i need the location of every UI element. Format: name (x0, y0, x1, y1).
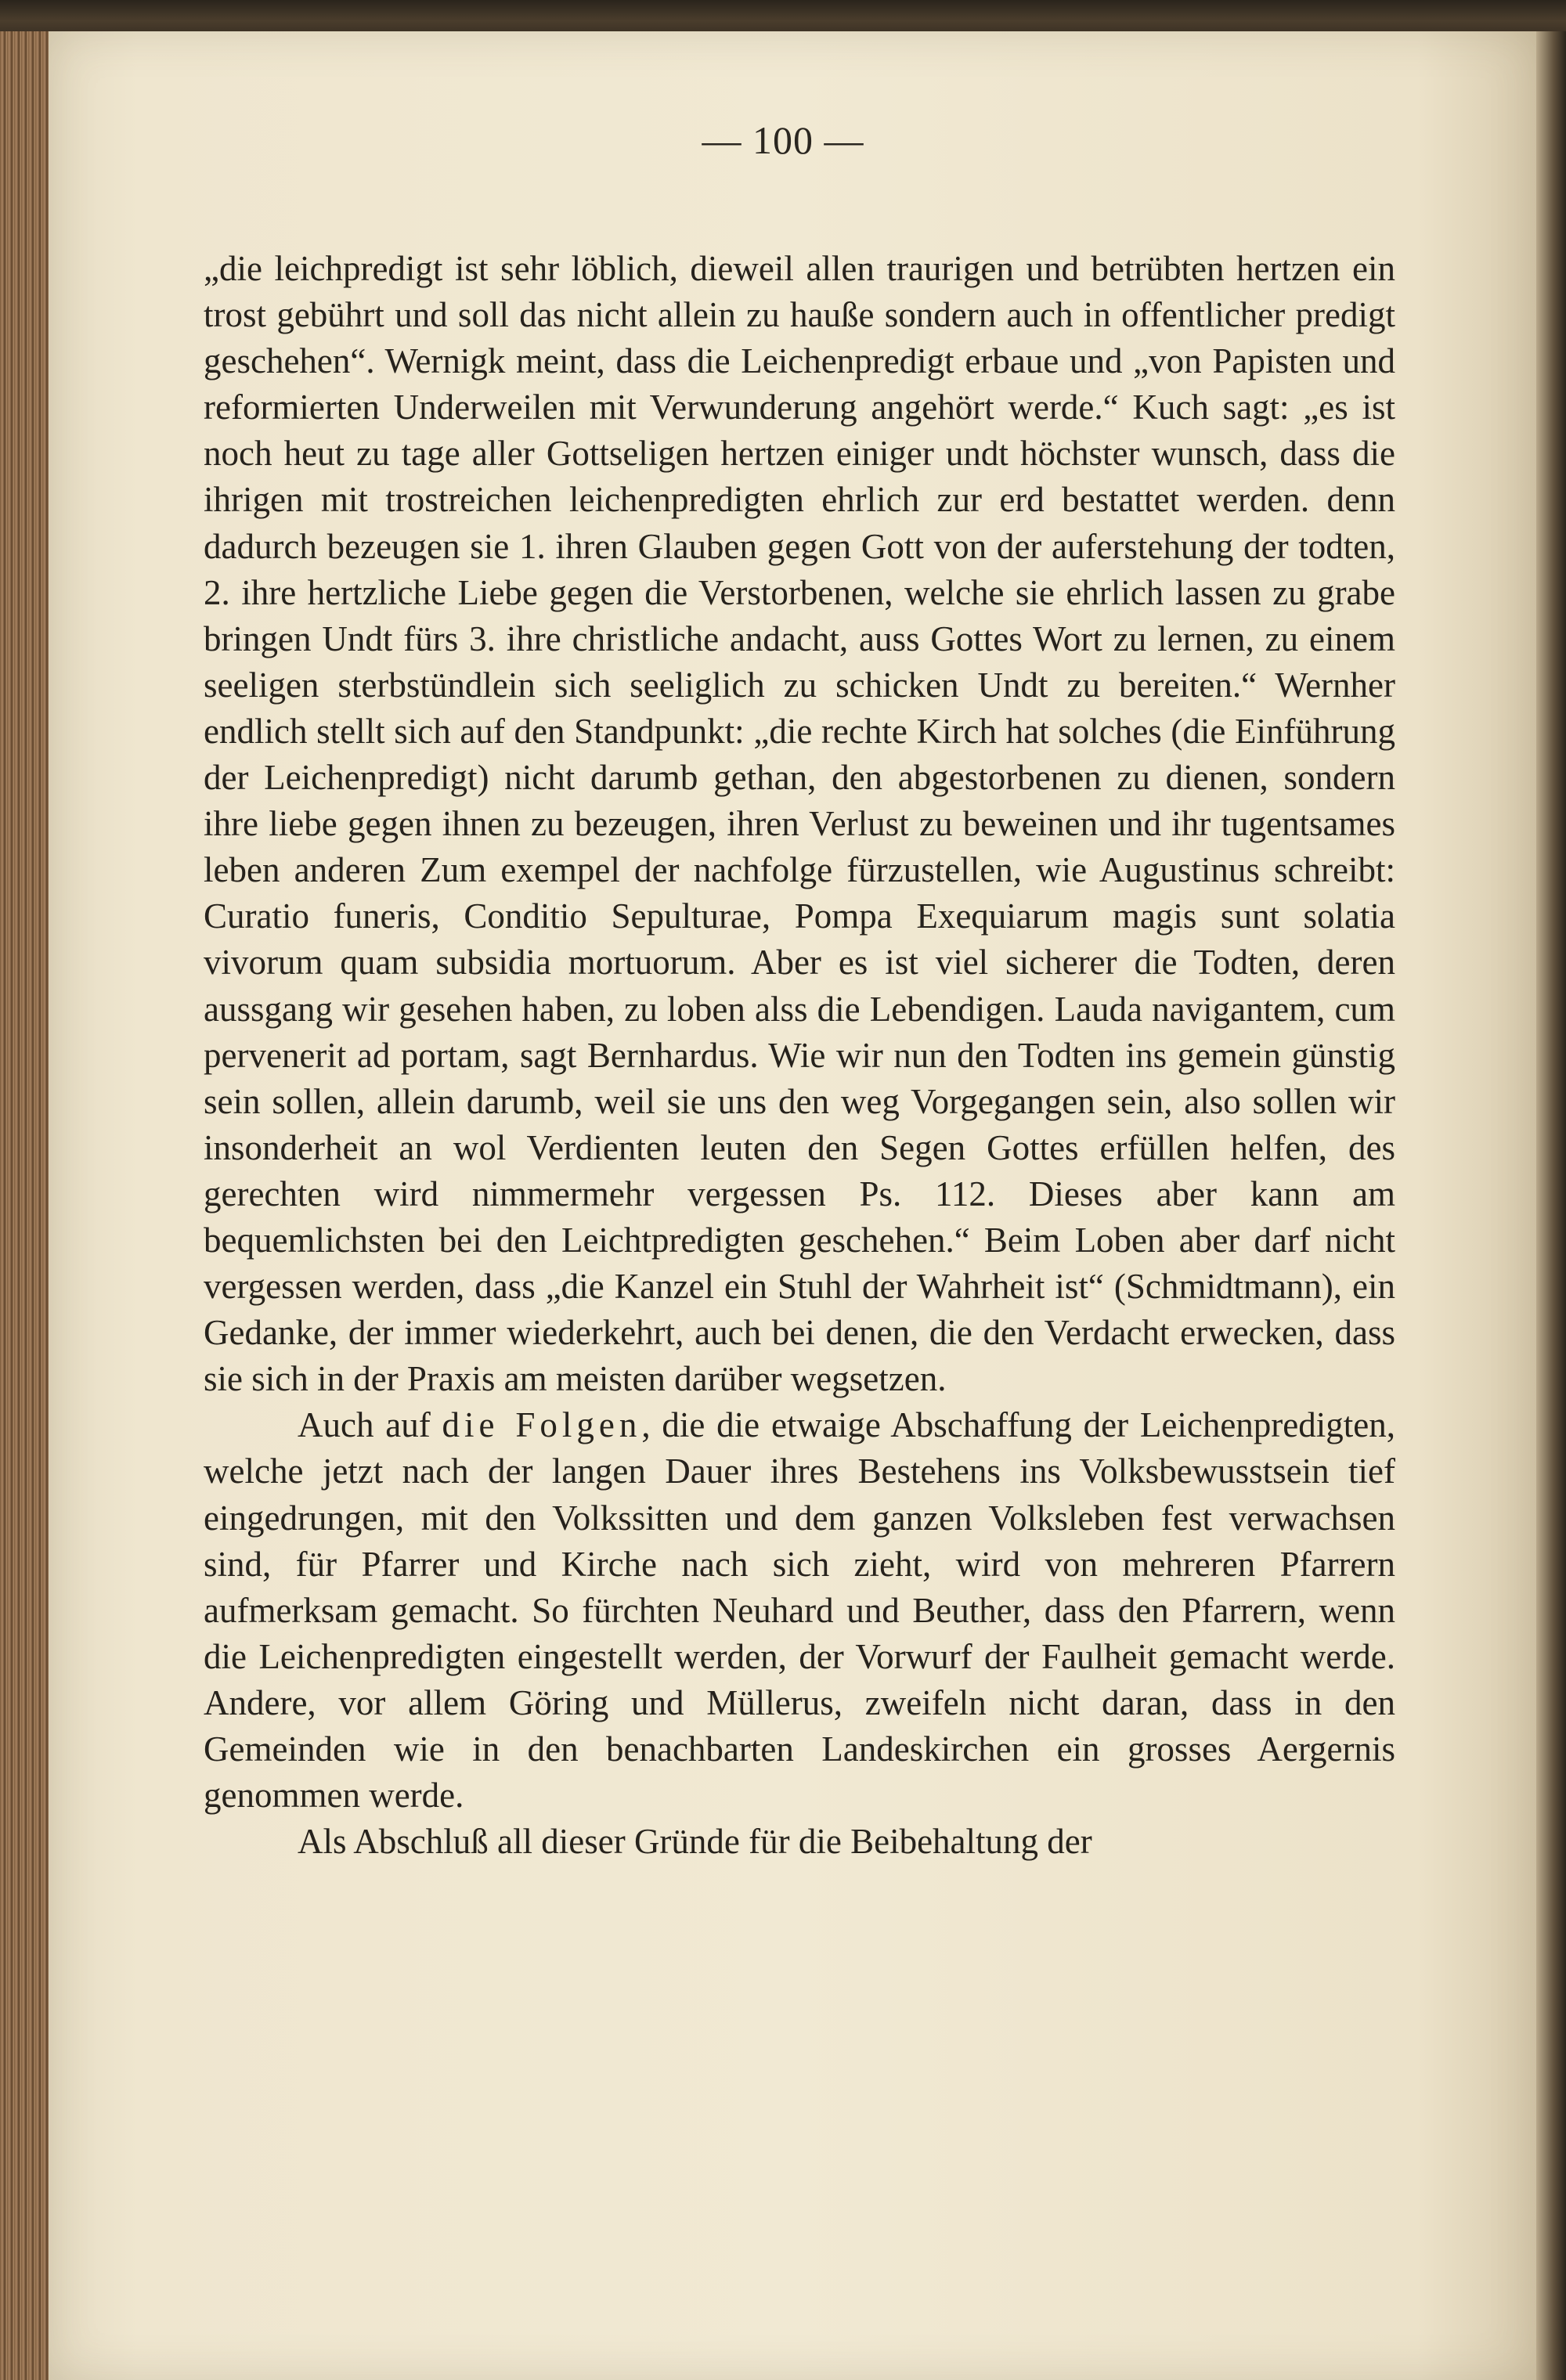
paragraph-3: Als Abschluß all dieser Gründe für die Beibehaltung der (298, 1822, 1092, 1862)
body-text (204, 246, 1395, 1865)
paragraph-1: „die leichpredigt ist sehr löblich, dieweil allen traurigen und betrübten hertzen ein trost gebührt und soll das nicht allein zu hauße sondern auch in offentlicher predigt geschehen“. Wernigk meint, dass die Leichenpredigt erbaue und „von Papisten und reformierten Underweilen mit Verwunderung angehört werde.“ Kuch sagt: „es ist noch heut zu tage aller Gottseligen hertzen einiger undt höchster wunsch, dass die ihrigen mit trostreichen leichenpredigten ehrlich zur erd bestattet werden. denn dadurch bezeugen sie 1. ihren Glauben gegen Gott von der auferstehung der todten, 2. ihre hertzliche Liebe gegen die Verstorbenen, welche sie ehrlich lassen zu grabe bringen Undt fürs 3. ihre christliche andacht, auss Gottes Wort zu lernen, zu einem seeligen sterbstündlein sich seeliglich zu schicken Undt zu bereiten.“ Wernher endlich stellt sich auf den Standpunkt: „die rechte Kirch hat solches (die Einführung der Leichenpredigt) nicht darumb gethan, den abgestorbenen zu dienen, sondern ihre liebe gegen ihnen zu bezeugen, ihren Verlust zu beweinen und ihr tugentsames leben anderen Zum exempel der nachfolge fürzustellen, wie Augustinus schreibt: Curatio funeris, Conditio Sepulturae, Pompa Exequiarum magis sunt solatia vivorum quam subsidia mortuorum. Aber es ist viel sicherer die Todten, deren aussgang wir gesehen haben, zu loben alss die Lebendigen. Lauda navigantem, cum pervenerit ad portam, sagt Bernhardus. Wie wir nun den Todten ins gemein günstig sein sollen, allein darumb, weil sie uns den weg Vorgegangen sein, also sollen wir insonderheit an wol Verdienten leuten den Segen Gottes erfüllen helfen, des gerechten wird nimmermehr vergessen Ps. 112. Dieses aber kann am bequemlichsten bei den Leichtpredigten geschehen.“ Beim Loben aber darf nicht vergessen werden, dass „die Kanzel ein Stuhl der Wahrheit ist“ (Schmidtmann), ein Gedanke, der immer wiederkehrt, auch bei denen, die den Verdacht erwecken, dass sie sich in der Praxis am meisten darüber wegsetzen. (204, 249, 1395, 1399)
book-page-edges (0, 31, 49, 2380)
page-number: — 100 — (702, 118, 864, 162)
paragraph-2-text: , die die etwaige Abschaffung der Leichenpredigten, welche jetzt nach der langen Dauer ihres Bestehens ins Volksbewusstsein tief eingedrungen, mit den Volkssitten und dem ganzen Volksleben fest verwachsen sind, für Pfarrer und Kirche nach sich zieht, wird von mehreren Pfarrern aufmerksam gemacht. So fürchten Neuhard und Beuther, dass den Pfarrern, wenn die Leichenpredigten eingestellt werden, der Vorwurf der Faulheit gemacht werde. Andere, vor allem Göring und Müllerus, zweifeln nicht daran, dass in den Gemeinden wie in den benachbarten Landeskirchen ein grosses Aergernis genommen werde. (204, 1405, 1395, 1816)
page-gutter-shadow (1536, 31, 1566, 2380)
paragraph-2-emphasis: die Folgen (442, 1405, 642, 1445)
paragraph-2-lead: Auch auf (298, 1405, 442, 1445)
top-binding-strip (0, 0, 1566, 34)
paragraph-2 (204, 1402, 1395, 1819)
